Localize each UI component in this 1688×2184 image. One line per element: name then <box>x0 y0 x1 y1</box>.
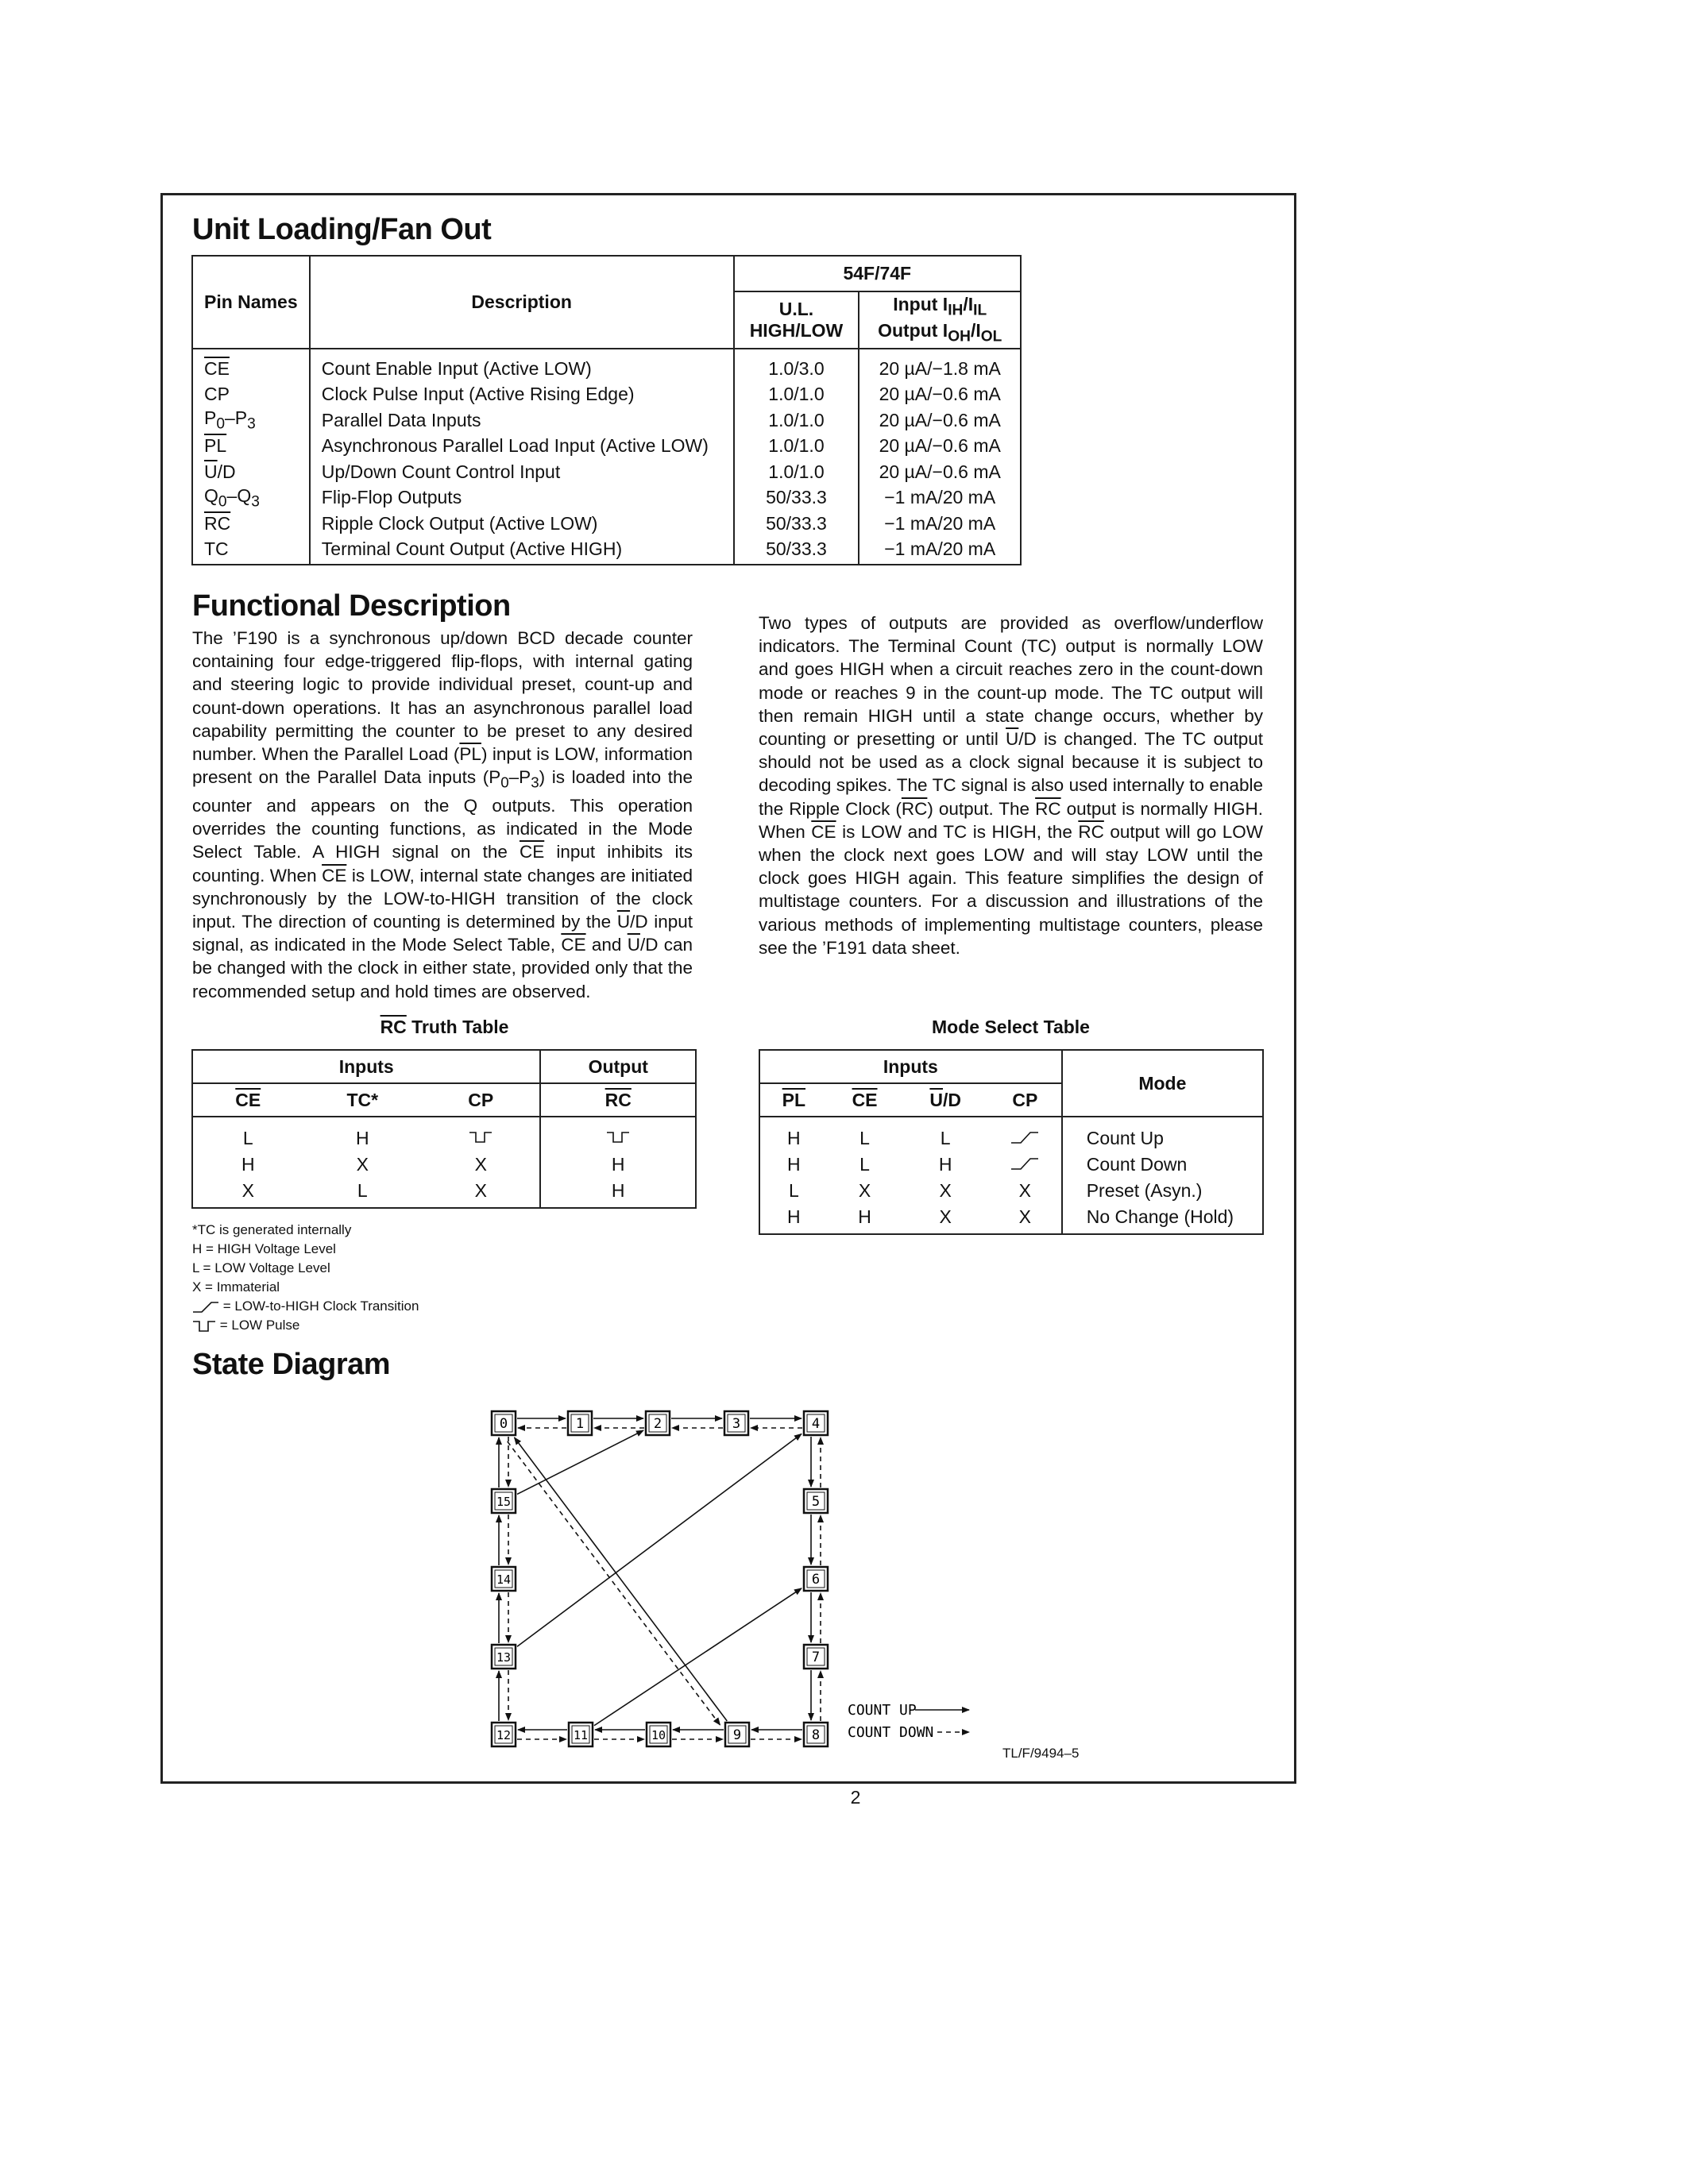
current-value: −1 mA/20 mA <box>859 537 1021 565</box>
unit-loading-row <box>192 537 1021 565</box>
rc-cell <box>540 1117 696 1152</box>
mode-cell: H <box>759 1117 828 1152</box>
pin-name: CP <box>192 382 310 408</box>
diagram-key <box>848 1702 969 1741</box>
count-up-label: COUNT UP <box>848 1702 917 1719</box>
unit-loading-row <box>192 407 1021 434</box>
pin-description: Asynchronous Parallel Load Input (Active LOW) <box>310 434 734 460</box>
mode-col-ud: $\overline{U}/D$ <box>902 1083 989 1117</box>
rc-col-tc: TC* <box>303 1083 423 1117</box>
mode-cell: H <box>938 1154 952 1175</box>
state-label: 3 <box>732 1416 741 1432</box>
mode-select-table-caption: Mode Select Table <box>932 1017 1090 1037</box>
state-label: 11 <box>573 1728 589 1742</box>
mode-name: Preset (Asyn.) <box>1062 1178 1263 1204</box>
state-label: 5 <box>811 1494 821 1510</box>
rc-cell: L <box>192 1117 303 1152</box>
state-label: 7 <box>811 1650 821 1665</box>
unit-loading-row <box>192 349 1021 382</box>
state-label: 2 <box>653 1416 662 1432</box>
pin-name: $\overline{PL}$ <box>192 434 310 460</box>
unit-loading-row <box>192 382 1021 408</box>
mode-cell: H <box>759 1204 828 1234</box>
rc-truth-table <box>191 1049 697 1209</box>
pin-description: Terminal Count Output (Active HIGH) <box>310 537 734 565</box>
rc-cell: X <box>422 1152 540 1178</box>
rising-edge-icon <box>192 1301 219 1314</box>
state-node <box>804 1567 828 1591</box>
rc-col-rc: $\overline{RC}$ <box>540 1083 696 1117</box>
current-value: −1 mA/20 mA <box>859 485 1021 511</box>
count-down-transition <box>508 1441 720 1725</box>
unit-load-value: 1.0/3.0 <box>734 349 859 382</box>
count-down-label: COUNT DOWN <box>848 1724 934 1741</box>
pin-description: Count Enable Input (Active LOW) <box>310 349 734 382</box>
legend-l: L = LOW Voltage Level <box>192 1260 330 1275</box>
rc-cell: H <box>355 1128 369 1148</box>
state-node <box>492 1411 516 1435</box>
state-label: 8 <box>811 1727 821 1743</box>
pin-description: Parallel Data Inputs <box>310 407 734 434</box>
low-pulse-icon <box>192 1320 216 1333</box>
unit-loading-row <box>192 434 1021 460</box>
legend-x: X = Immaterial <box>192 1279 280 1295</box>
low-pulse-icon <box>606 1130 630 1144</box>
mode-cell: X <box>989 1204 1062 1234</box>
rc-header-inputs: Inputs <box>192 1050 540 1083</box>
state-label: 9 <box>732 1727 742 1743</box>
state-node <box>569 1723 593 1746</box>
state-label: 6 <box>811 1572 821 1588</box>
mode-cell: L <box>859 1128 870 1148</box>
unit-loading-table <box>191 255 1022 565</box>
state-node <box>804 1723 828 1746</box>
pin-description: Ripple Clock Output (Active LOW) <box>310 511 734 537</box>
unit-load-value: 50/33.3 <box>734 537 859 565</box>
state-label: 12 <box>496 1728 512 1742</box>
rc-cell: X <box>192 1178 303 1208</box>
state-node <box>492 1567 516 1591</box>
count-up-transition <box>517 1433 802 1646</box>
state-label: 0 <box>499 1416 508 1432</box>
mode-cell: X <box>939 1206 952 1227</box>
unit-load-value: 50/33.3 <box>734 485 859 511</box>
state-node <box>725 1723 749 1746</box>
current-value: 20 µA/−0.6 mA <box>859 382 1021 408</box>
mode-cell: L <box>759 1178 828 1204</box>
mode-col-ce: $\overline{CE}$ <box>828 1083 902 1117</box>
unit-load-value: 1.0/1.0 <box>734 459 859 485</box>
rising-edge-icon <box>1010 1156 1039 1171</box>
mode-table-row <box>759 1204 1263 1234</box>
rc-cell <box>422 1117 540 1152</box>
pin-name: $\overline{U}/D$ <box>192 459 310 485</box>
legend-pulse: = LOW Pulse <box>192 1316 419 1335</box>
unit-loading-row <box>192 485 1021 511</box>
state-diagram <box>461 1398 1112 1779</box>
header-unit-load: U.L. HIGH/LOW <box>734 291 859 349</box>
current-value: −1 mA/20 mA <box>859 511 1021 537</box>
mode-table-row <box>759 1178 1263 1204</box>
header-pin-names: Pin Names <box>192 256 310 349</box>
legend-tc-note: *TC is generated internally <box>192 1222 352 1237</box>
mode-table-row <box>759 1117 1263 1152</box>
pin-name: $\overline{RC}$ <box>192 511 310 537</box>
state-label: 14 <box>496 1572 512 1587</box>
mode-cell: H <box>858 1206 871 1227</box>
mode-header-mode: Mode <box>1062 1050 1263 1117</box>
legend-h: H = HIGH Voltage Level <box>192 1241 336 1256</box>
unit-loading-row <box>192 511 1021 537</box>
unit-loading-row <box>192 459 1021 485</box>
current-value: 20 µA/−0.6 mA <box>859 407 1021 434</box>
page-number: 2 <box>850 1787 861 1808</box>
unit-load-value: 1.0/1.0 <box>734 382 859 408</box>
state-label: 1 <box>575 1416 585 1432</box>
rc-table-row <box>192 1117 696 1152</box>
mode-cell <box>989 1152 1062 1178</box>
state-node <box>492 1645 516 1669</box>
state-label: 13 <box>496 1650 512 1665</box>
pin-name: $P_0-P_3$ <box>192 407 310 434</box>
mode-cell: X <box>939 1180 952 1201</box>
functional-description-right: Two types of outputs are provided as overflow/underflow indicators. The Terminal Count (TC) output is normally LOW and goes HIGH when a circuit reaches zero in the count-down mode or reaches 9 in the count-up mode. The TC output will then remain HIGH until a state change occurs, whether by counting or presetting or until $\overline{U}/D$ is changed. The TC output should not be used as a clock signal because it is subject to decoding spikes. The TC signal is also used internally to enable the Ripple Clock $(\overline{RC})$ output. The $\overline{RC}$ output is normally HIGH. When $\overline{CE}$ is LOW and TC is HIGH, the $\overline{RC}$ output will go LOW when the clock next goes LOW and will stay LOW until the clock goes HIGH again. This feature simplifies the design of multistage counters. For a discussion and illustrations of the various methods of implementing multistage counters, please see the ’F191 data sheet. <box>759 613 1263 958</box>
functional-description-title: Functional Description <box>192 589 511 623</box>
count-up-transition <box>517 1430 643 1494</box>
state-node <box>646 1411 670 1435</box>
pin-name: TC <box>192 537 310 565</box>
state-node <box>724 1411 748 1435</box>
mode-header-inputs: Inputs <box>759 1050 1062 1083</box>
mode-name: Count Down <box>1062 1152 1263 1178</box>
rising-edge-icon <box>1010 1130 1039 1144</box>
state-node <box>804 1489 828 1513</box>
rc-cell: X <box>422 1178 540 1208</box>
mode-cell: L <box>940 1128 951 1148</box>
mode-col-cp: CP <box>989 1083 1062 1117</box>
mode-table-row <box>759 1152 1263 1178</box>
current-value: 20 µA/−0.6 mA <box>859 459 1021 485</box>
mode-cell: L <box>859 1154 870 1175</box>
mode-select-table <box>759 1049 1264 1235</box>
rc-col-cp: CP <box>422 1083 540 1117</box>
rc-header-output: Output <box>540 1050 696 1083</box>
pin-description: Clock Pulse Input (Active Rising Edge) <box>310 382 734 408</box>
state-node <box>492 1723 516 1746</box>
current-value: 20 µA/−0.6 mA <box>859 434 1021 460</box>
rc-cell: X <box>356 1154 369 1175</box>
rc-cell: H <box>540 1178 696 1208</box>
state-node <box>492 1489 516 1513</box>
mode-name: Count Up <box>1062 1117 1263 1152</box>
header-family: 54F/74F <box>734 256 1021 291</box>
mode-cell: X <box>858 1180 871 1201</box>
figure-id: TL/F/9494–5 <box>1002 1746 1080 1761</box>
mode-cell <box>989 1117 1062 1152</box>
functional-description-left: The ’F190 is a synchronous up/down BCD decade counter containing four edge-triggered flip-flops, with internal gating and steering logic to provide individual preset, count-up and count-down operations. It has an asynchronous parallel load capability permitting the counter to be preset to any desired number. When the Parallel Load $(\overline{PL})$ input is LOW, information present on the Parallel Data inputs $(P_0-P_3)$ is loaded into the counter and appears on the Q outputs. This operation overrides the counting functions, as indicated in the Mode Select Table. A HIGH signal on the $\overline{CE}$ input inhibits its counting. When $\overline{CE}$ is LOW, internal state changes are initiated synchronously by the LOW-to-HIGH transition of the clock input. The direction of counting is determined by the $\overline{U}/D$ input signal, as indicated in the Mode Select Table, $\overline{CE}$ and $\overline{U}/D$ can be changed with the clock in either state, provided only that the recommended setup and hold times are observed. <box>192 628 693 1001</box>
rc-table-row <box>192 1152 696 1178</box>
mode-cell: X <box>989 1178 1062 1204</box>
count-up-transition <box>594 1588 802 1726</box>
state-node <box>568 1411 592 1435</box>
mode-cell: H <box>759 1152 828 1178</box>
low-pulse-icon <box>469 1130 492 1144</box>
current-value: 20 µA/−1.8 mA <box>859 349 1021 382</box>
mode-col-pl: $\overline{PL}$ <box>759 1083 828 1117</box>
rc-cell: H <box>192 1152 303 1178</box>
pin-name: $\overline{CE}$ <box>192 349 310 382</box>
state-diagram-title: State Diagram <box>192 1348 391 1381</box>
unit-load-value: 1.0/1.0 <box>734 434 859 460</box>
legend-edge: = LOW-to-HIGH Clock Transition <box>192 1297 419 1316</box>
unit-load-value: 1.0/1.0 <box>734 407 859 434</box>
state-label: 4 <box>811 1416 821 1432</box>
state-label: 10 <box>651 1728 666 1742</box>
rc-cell: H <box>540 1152 696 1178</box>
table-legend <box>192 1221 419 1335</box>
pin-description: Flip-Flop Outputs <box>310 485 734 511</box>
state-node <box>804 1411 828 1435</box>
pin-description: Up/Down Count Control Input <box>310 459 734 485</box>
pin-name: $Q_0-Q_3$ <box>192 485 310 511</box>
rc-col-ce: $\overline{CE}$ <box>192 1083 303 1117</box>
state-node <box>804 1645 828 1669</box>
unit-load-value: 50/33.3 <box>734 511 859 537</box>
state-label: 15 <box>496 1495 512 1509</box>
state-node <box>647 1723 670 1746</box>
mode-name: No Change (Hold) <box>1062 1204 1263 1234</box>
rc-truth-table-caption: $\overline{RC}$ Truth Table <box>380 1017 509 1037</box>
rc-cell: L <box>357 1180 368 1201</box>
rc-table-row <box>192 1178 696 1208</box>
header-input-output-current: Input $I_{IH}/I_{IL}$ Output $I_{OH}/I_{OL}$ <box>859 291 1021 349</box>
unit-loading-title: Unit Loading/Fan Out <box>192 213 492 246</box>
header-description: Description <box>310 256 734 349</box>
